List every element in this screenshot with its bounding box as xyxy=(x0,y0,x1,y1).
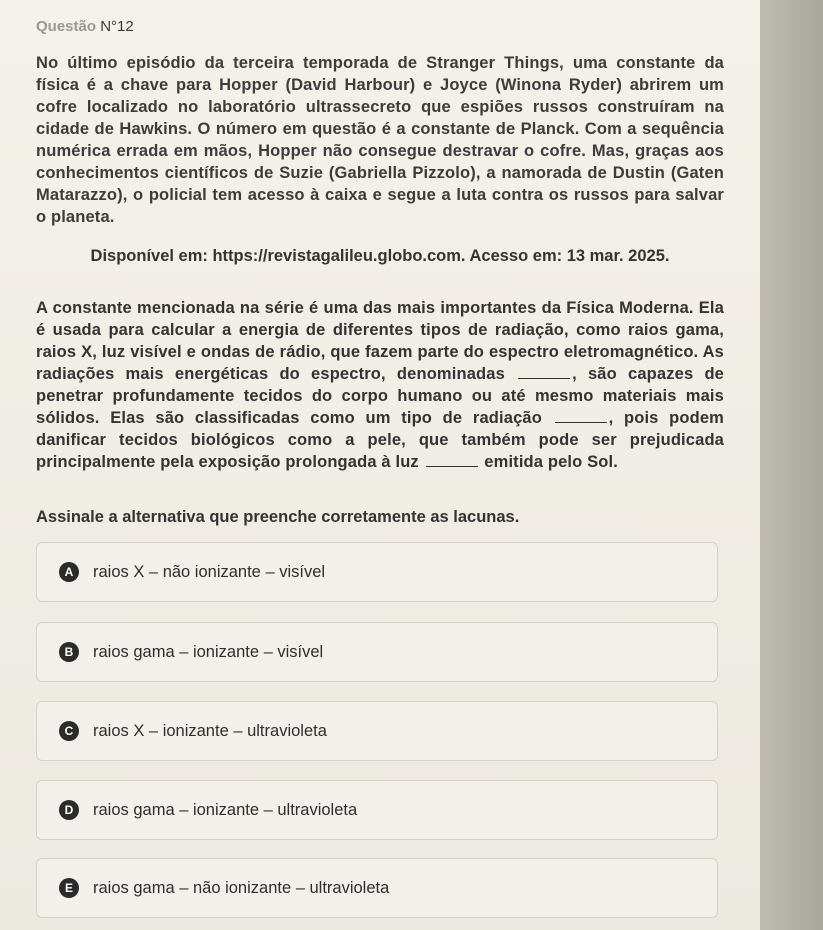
question-number xyxy=(36,18,134,35)
option-letter-badge: D xyxy=(59,800,79,820)
instruction-text: Assinale a alternativa que preenche corretamente as lacunas. xyxy=(36,508,520,526)
blank-2 xyxy=(555,410,607,423)
source-citation: Disponível em: https://revistagalileu.globo.com. Acesso em: 13 mar. 2025. xyxy=(90,247,670,265)
option-text: raios X – ionizante – ultravioleta xyxy=(93,721,327,740)
option-e[interactable] xyxy=(36,858,718,918)
question-number-value: N°12 xyxy=(100,18,134,35)
blank-3 xyxy=(426,454,478,467)
statement-part-1: A constante mencionada na série é uma das mais importantes da Física Moderna. Ela é usada para calcular a energia de diferentes tipos de radiação, como raios gama, raios X, luz visível e ondas de rádio, que fazem parte do espectro eletromagnético. As radiações mais energéticas do espectro, denominadas xyxy=(36,299,724,383)
statement-part-4: emitida pelo Sol. xyxy=(484,453,618,471)
passage-paragraph: No último episódio da terceira temporada de Stranger Things, uma constante da física é a chave para Hopper (David Harbour) e Joyce (Winona Ryder) abrirem um cofre localizado no laboratório ultrassecreto que espiões russos construíram na cidade de Hawkins. O número em questão é a constante de Planck. Com a sequência numérica errada em mãos, Hopper não consegue destravar o cofre. Mas, graças aos conhecimentos científicos de Suzie (Gabriella Pizzolo), a namorada de Dustin (Gaten Matarazzo), o policial tem acesso à caixa e segue a luta contra os russos para salvar o planeta. xyxy=(36,54,724,226)
option-c[interactable] xyxy=(36,701,718,761)
passage-text xyxy=(36,52,724,228)
option-text: raios gama – não ionizante – ultravioleta xyxy=(93,878,390,897)
option-letter-badge: B xyxy=(59,642,79,662)
option-b[interactable] xyxy=(36,622,718,682)
option-letter-badge: C xyxy=(59,721,79,741)
option-letter-badge: A xyxy=(59,562,79,582)
statement-text xyxy=(36,297,724,473)
blank-1 xyxy=(518,366,570,379)
option-text: raios gama – ionizante – visível xyxy=(93,642,324,661)
option-text: raios gama – ionizante – ultravioleta xyxy=(93,800,358,819)
option-d[interactable] xyxy=(36,780,718,840)
option-a[interactable] xyxy=(36,542,718,602)
statement-part-2: , são capazes de penetrar profundamente tecidos do corpo humano ou até mesmo materiais mais sólidos. Elas são classificadas como um tipo de radiação xyxy=(36,365,724,427)
question-label: Questão xyxy=(36,18,97,35)
option-letter-badge: E xyxy=(59,878,79,898)
statement-part-3: , pois podem danificar tecidos biológicos como a pele, que também pode ser prejudicada principalmente pela exposição prolongada à luz xyxy=(36,409,724,471)
page-edge-shadow xyxy=(760,0,823,930)
option-text: raios X – não ionizante – visível xyxy=(93,562,326,581)
